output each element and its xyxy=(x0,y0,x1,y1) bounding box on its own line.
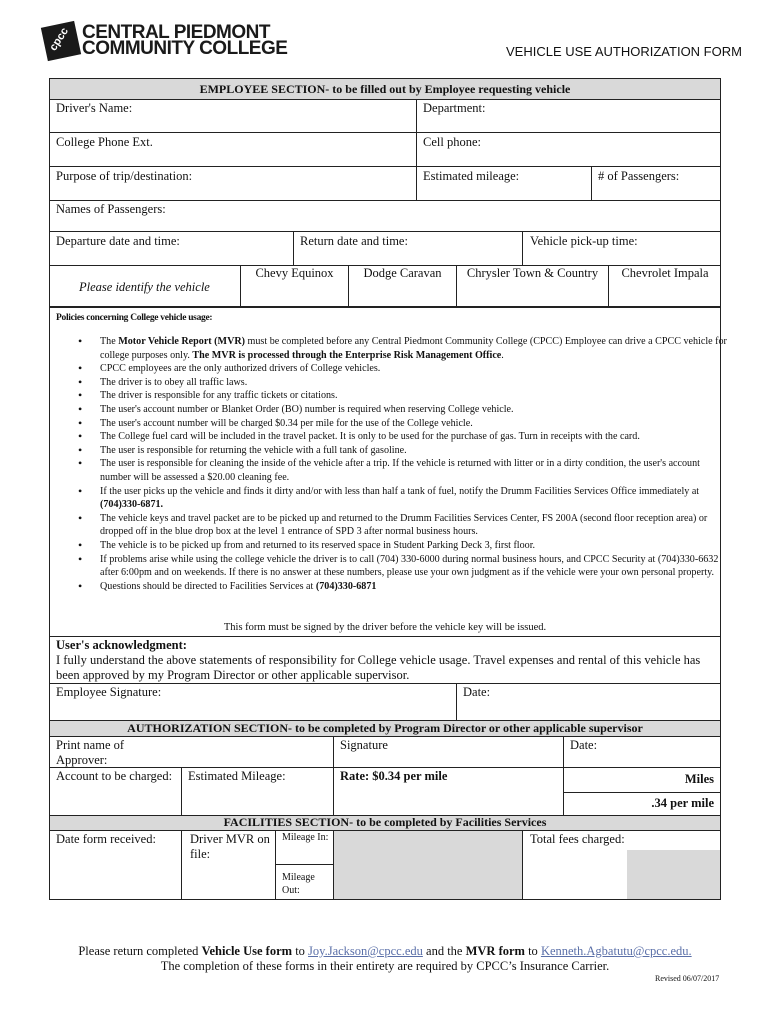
total-fees-field[interactable]: Total fees charged: xyxy=(530,832,625,846)
policy-item: • The driver is responsible for any traffic tickets or citations. xyxy=(78,389,728,403)
miles-label: Miles xyxy=(684,772,714,786)
estimated-mileage-field[interactable]: Estimated mileage: xyxy=(423,169,520,183)
policy-item: • If problems arise while using the college vehicle the driver is to call (704) 330-6000 during normal business hours, and CPCC Security at (704)330-6632 after 6:00pm and on weekends. If there is no answer at these numbers, please use your own judgment as if the vehicle were your own personal property. xyxy=(78,553,728,580)
vehicle-option-equinox[interactable]: Chevy Equinox xyxy=(255,266,334,280)
vehicle-option-town-country[interactable]: Chrysler Town & Country xyxy=(466,266,599,280)
college-phone-field[interactable]: College Phone Ext. xyxy=(56,135,153,149)
employee-signature-field[interactable]: Employee Signature: xyxy=(56,685,162,699)
auth-estimated-mileage-field[interactable]: Estimated Mileage: xyxy=(188,769,286,783)
identify-vehicle-label: Please identify the vehicle xyxy=(79,280,210,294)
cell-phone-field[interactable]: Cell phone: xyxy=(423,135,481,149)
mileage-in-label: Mileage In: xyxy=(282,832,329,843)
policy-item: • The Motor Vehicle Report (MVR) must be completed before any Central Piedmont Community College (CPCC) Employee can drive a CPCC vehicle for college purposes only. The MVR is processed through the Enterprise Risk Management Office. xyxy=(78,335,728,362)
policy-item: • If the user picks up the vehicle and finds it dirty and/or with less than half a tank of fuel, notify the Drumm Facilities Services Office immediately at (704)330-6871. xyxy=(78,485,728,512)
college-name-line2: COMMUNITY COLLEGE xyxy=(82,38,288,59)
approver-date-field[interactable]: Date: xyxy=(570,738,598,752)
college-name-line1: CENTRAL PIEDMONT xyxy=(82,22,270,43)
passenger-count-field[interactable]: # of Passengers: xyxy=(598,169,680,183)
purpose-field[interactable]: Purpose of trip/destination: xyxy=(56,169,193,183)
employee-date-field[interactable]: Date: xyxy=(463,685,491,699)
policy-item: • CPCC employees are the only authorized drivers of College vehicles. xyxy=(78,362,728,376)
departure-field[interactable]: Departure date and time: xyxy=(56,234,180,248)
mileage-rate-label: Rate: $0.34 per mile xyxy=(340,769,448,783)
date-received-field[interactable]: Date form received: xyxy=(56,832,156,846)
policy-item: • The driver is to obey all traffic laws. xyxy=(78,376,728,390)
pickup-time-field[interactable]: Vehicle pick-up time: xyxy=(530,234,638,248)
policies-list xyxy=(62,335,728,593)
policies-heading: Policies concerning College vehicle usage: xyxy=(56,313,213,323)
per-mile-label: .34 per mile xyxy=(651,796,714,810)
return-instructions: Please return completed Vehicle Use form to Joy.Jackson@cpcc.edu and the MVR form to Kenneth.Agbatutu@cpcc.edu. xyxy=(78,944,692,958)
account-charged-field[interactable]: Account to be charged: xyxy=(56,769,173,783)
policy-item: • The vehicle is to be picked up from and returned to its reserved space in Student Parking Deck 3, first floor. xyxy=(78,539,728,553)
email-link-jackson[interactable]: Joy.Jackson@cpcc.edu xyxy=(308,944,423,958)
facilities-section-title: FACILITIES SECTION- to be completed by Facilities Services xyxy=(223,815,547,829)
insurance-note: The completion of these forms in their entirety are required by CPCC’s Insurance Carrier. xyxy=(160,959,610,973)
approver-signature-field[interactable]: Signature xyxy=(340,738,388,752)
form-title: VEHICLE USE AUTHORIZATION FORM xyxy=(506,44,742,59)
policy-item: • The College fuel card will be included in the travel packet. It is only to be used for the purchase of gas. Turn in receipts with the card. xyxy=(78,430,728,444)
drivers-name-field[interactable]: Driver's Name: xyxy=(56,101,133,115)
authorization-section-title: AUTHORIZATION SECTION- to be completed by Program Director or other applicable supervisor xyxy=(127,721,643,735)
revision-date: Revised 06/07/2017 xyxy=(655,974,720,983)
college-logo-icon: cpcc xyxy=(41,21,81,61)
passenger-names-field[interactable]: Names of Passengers: xyxy=(56,202,166,216)
policy-item: • The vehicle keys and travel packet are to be picked up and returned to the Drumm Facilities Services Center, FS 200A (second floor reception area) or dropped off in the blue drop box at the level 1 entrance of SPD 3 after normal business hours. xyxy=(78,512,728,539)
employee-section-title: EMPLOYEE SECTION- to be filled out by Employee requesting vehicle xyxy=(199,82,571,96)
sign-note: This form must be signed by the driver before the vehicle key will be issued. xyxy=(223,622,547,633)
policy-item: • The user's account number or Blanket Order (BO) number is required when reserving College vehicle. xyxy=(78,403,728,417)
vehicle-option-caravan[interactable]: Dodge Caravan xyxy=(363,266,442,280)
acknowledgment-text: I fully understand the above statements of responsibility for College vehicle usage. Travel expenses and rental of this vehicle has been approved by my Program Director or other applicable supervisor. xyxy=(56,653,701,682)
email-link-agbatutu[interactable]: Kenneth.Agbatutu@cpcc.edu. xyxy=(540,944,692,958)
policy-item: • The user's account number will be charged $0.34 per mile for the use of the College vehicle. xyxy=(78,417,728,431)
policy-item: • Questions should be directed to Facilities Services at (704)330-6871 xyxy=(78,580,728,594)
acknowledgment-heading: User's acknowledgment: xyxy=(56,638,187,652)
department-field[interactable]: Department: xyxy=(423,101,486,115)
policy-item: • The user is responsible for cleaning the inside of the vehicle after a trip. If the vehicle is returned with litter or in a dirty condition, the user's account number will be assessed a $20.00 cleaning fee. xyxy=(78,457,728,484)
vehicle-option-impala[interactable]: Chevrolet Impala xyxy=(621,266,709,280)
driver-mvr-field[interactable]: Driver MVR on file: xyxy=(190,832,270,861)
approver-name-field[interactable]: Print name of Approver: xyxy=(56,738,125,767)
return-field[interactable]: Return date and time: xyxy=(300,234,408,248)
policy-item: • The user is responsible for returning the vehicle with a full tank of gasoline. xyxy=(78,444,728,458)
mileage-out-label: Mileage Out: xyxy=(282,872,315,896)
